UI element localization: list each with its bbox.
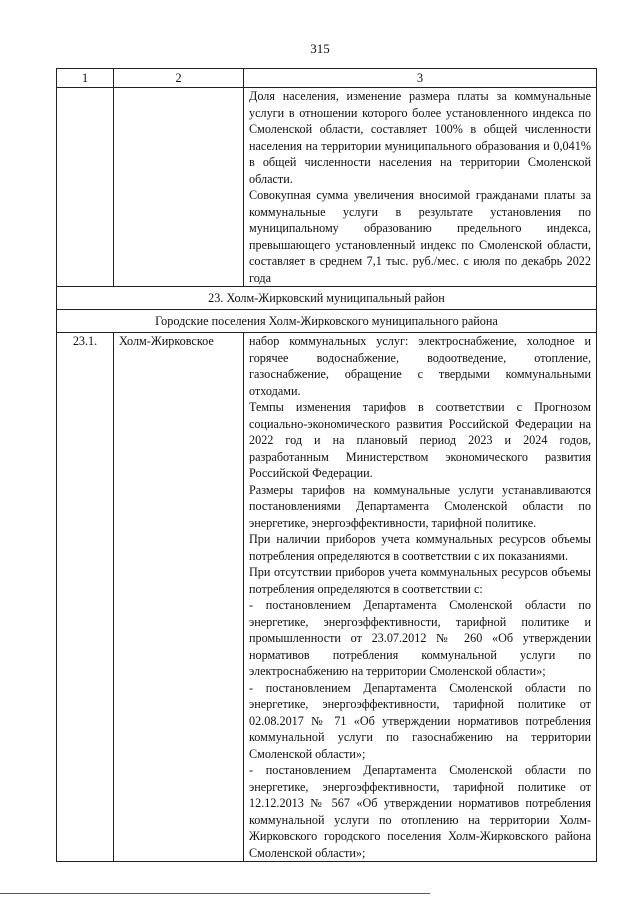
- paragraph: - постановлением Департамента Смоленской области по энергетике, энергоэффективности, тарифной политике от 12.12.2013 № 567 «Об утверждении нормативов потребления коммунальной услуги по отоплению на территории Холм-Жирковского городского поселения Холм-Жирковского района Смоленской области»;: [249, 763, 591, 860]
- section-row: [57, 287, 597, 310]
- paragraph: Темпы изменения тарифов в соответствии с Прогнозом социально-экономического развития Российской Федерации на 2022 год и на плановый период 2023 и 2024 годов, разработанным Министерством экономического развития Российской Федерации.: [249, 400, 591, 480]
- table-header-row: [57, 69, 597, 88]
- row-description: [244, 333, 597, 862]
- continued-cell-2: [114, 88, 244, 287]
- header-col-2: 2: [114, 69, 244, 88]
- paragraph: - постановлением Департамента Смоленской области по энергетике, энергоэффективности, тарифной политике от 02.08.2017 № 71 «Об утверждении нормативов потребления коммунальной услуги по газоснабжению на территории Смоленской области»;: [249, 680, 591, 761]
- subsection-row: [57, 310, 597, 333]
- paragraph: При отсутствии приборов учета коммунальных ресурсов объемы потребления определяются в соответствии с:: [249, 565, 591, 596]
- subsection-title: Городские поселения Холм-Жирковского муниципального района: [57, 310, 597, 333]
- paragraph: Совокупная сумма увеличения вносимой гражданами платы за коммунальные услуги в результате установления по муниципальному образованию предельного индекса, превышающего установленный индекс по Смоленской области, составляет в среднем 7,1 тыс. руб./мес. с июля по декабрь 2022 года: [249, 188, 591, 285]
- paragraph: - постановлением Департамента Смоленской области по энергетике, энергоэффективности, тарифной политике и промышленности от 23.07.2012 № 260 «Об утверждении нормативов потребления коммунальной услуги по электроснабжению на территории Смоленской области»;: [249, 598, 591, 678]
- paragraph: При наличии приборов учета коммунальных ресурсов объемы потребления определяются в соответствии с их показаниями.: [249, 532, 591, 563]
- bottom-rule: [0, 893, 430, 894]
- paragraph: Доля населения, изменение размера платы за коммунальные услуги в отношении которого более установленного индекса по Смоленской области, составляет 100% в общей численности населения на территории муниципального образования и 0,041% в общей численности населения на территории Смоленской области.: [249, 89, 591, 186]
- paragraph: Размеры тарифов на коммунальные услуги устанавливаются постановлениями Департамента Смоленской области по энергетике, энергоэффективности, тарифной политике.: [249, 482, 591, 530]
- continued-cell-3: [244, 88, 597, 287]
- table-row-continued: [57, 88, 597, 287]
- header-col-3: 3: [244, 69, 597, 88]
- table-row: [57, 333, 597, 862]
- settlement-name: Холм-Жирковское: [114, 333, 244, 862]
- header-col-1: 1: [57, 69, 114, 88]
- section-title: 23. Холм-Жирковский муниципальный район: [57, 287, 597, 310]
- page-number: 315: [310, 41, 330, 56]
- tariff-table: [56, 68, 597, 862]
- paragraph: набор коммунальных услуг: электроснабжение, холодное и горячее водоснабжение, водоотведение, отопление, газоснабжение, обращение с твердыми коммунальными отходами.: [249, 334, 591, 398]
- row-number: 23.1.: [57, 333, 114, 862]
- continued-cell-1: [57, 88, 114, 287]
